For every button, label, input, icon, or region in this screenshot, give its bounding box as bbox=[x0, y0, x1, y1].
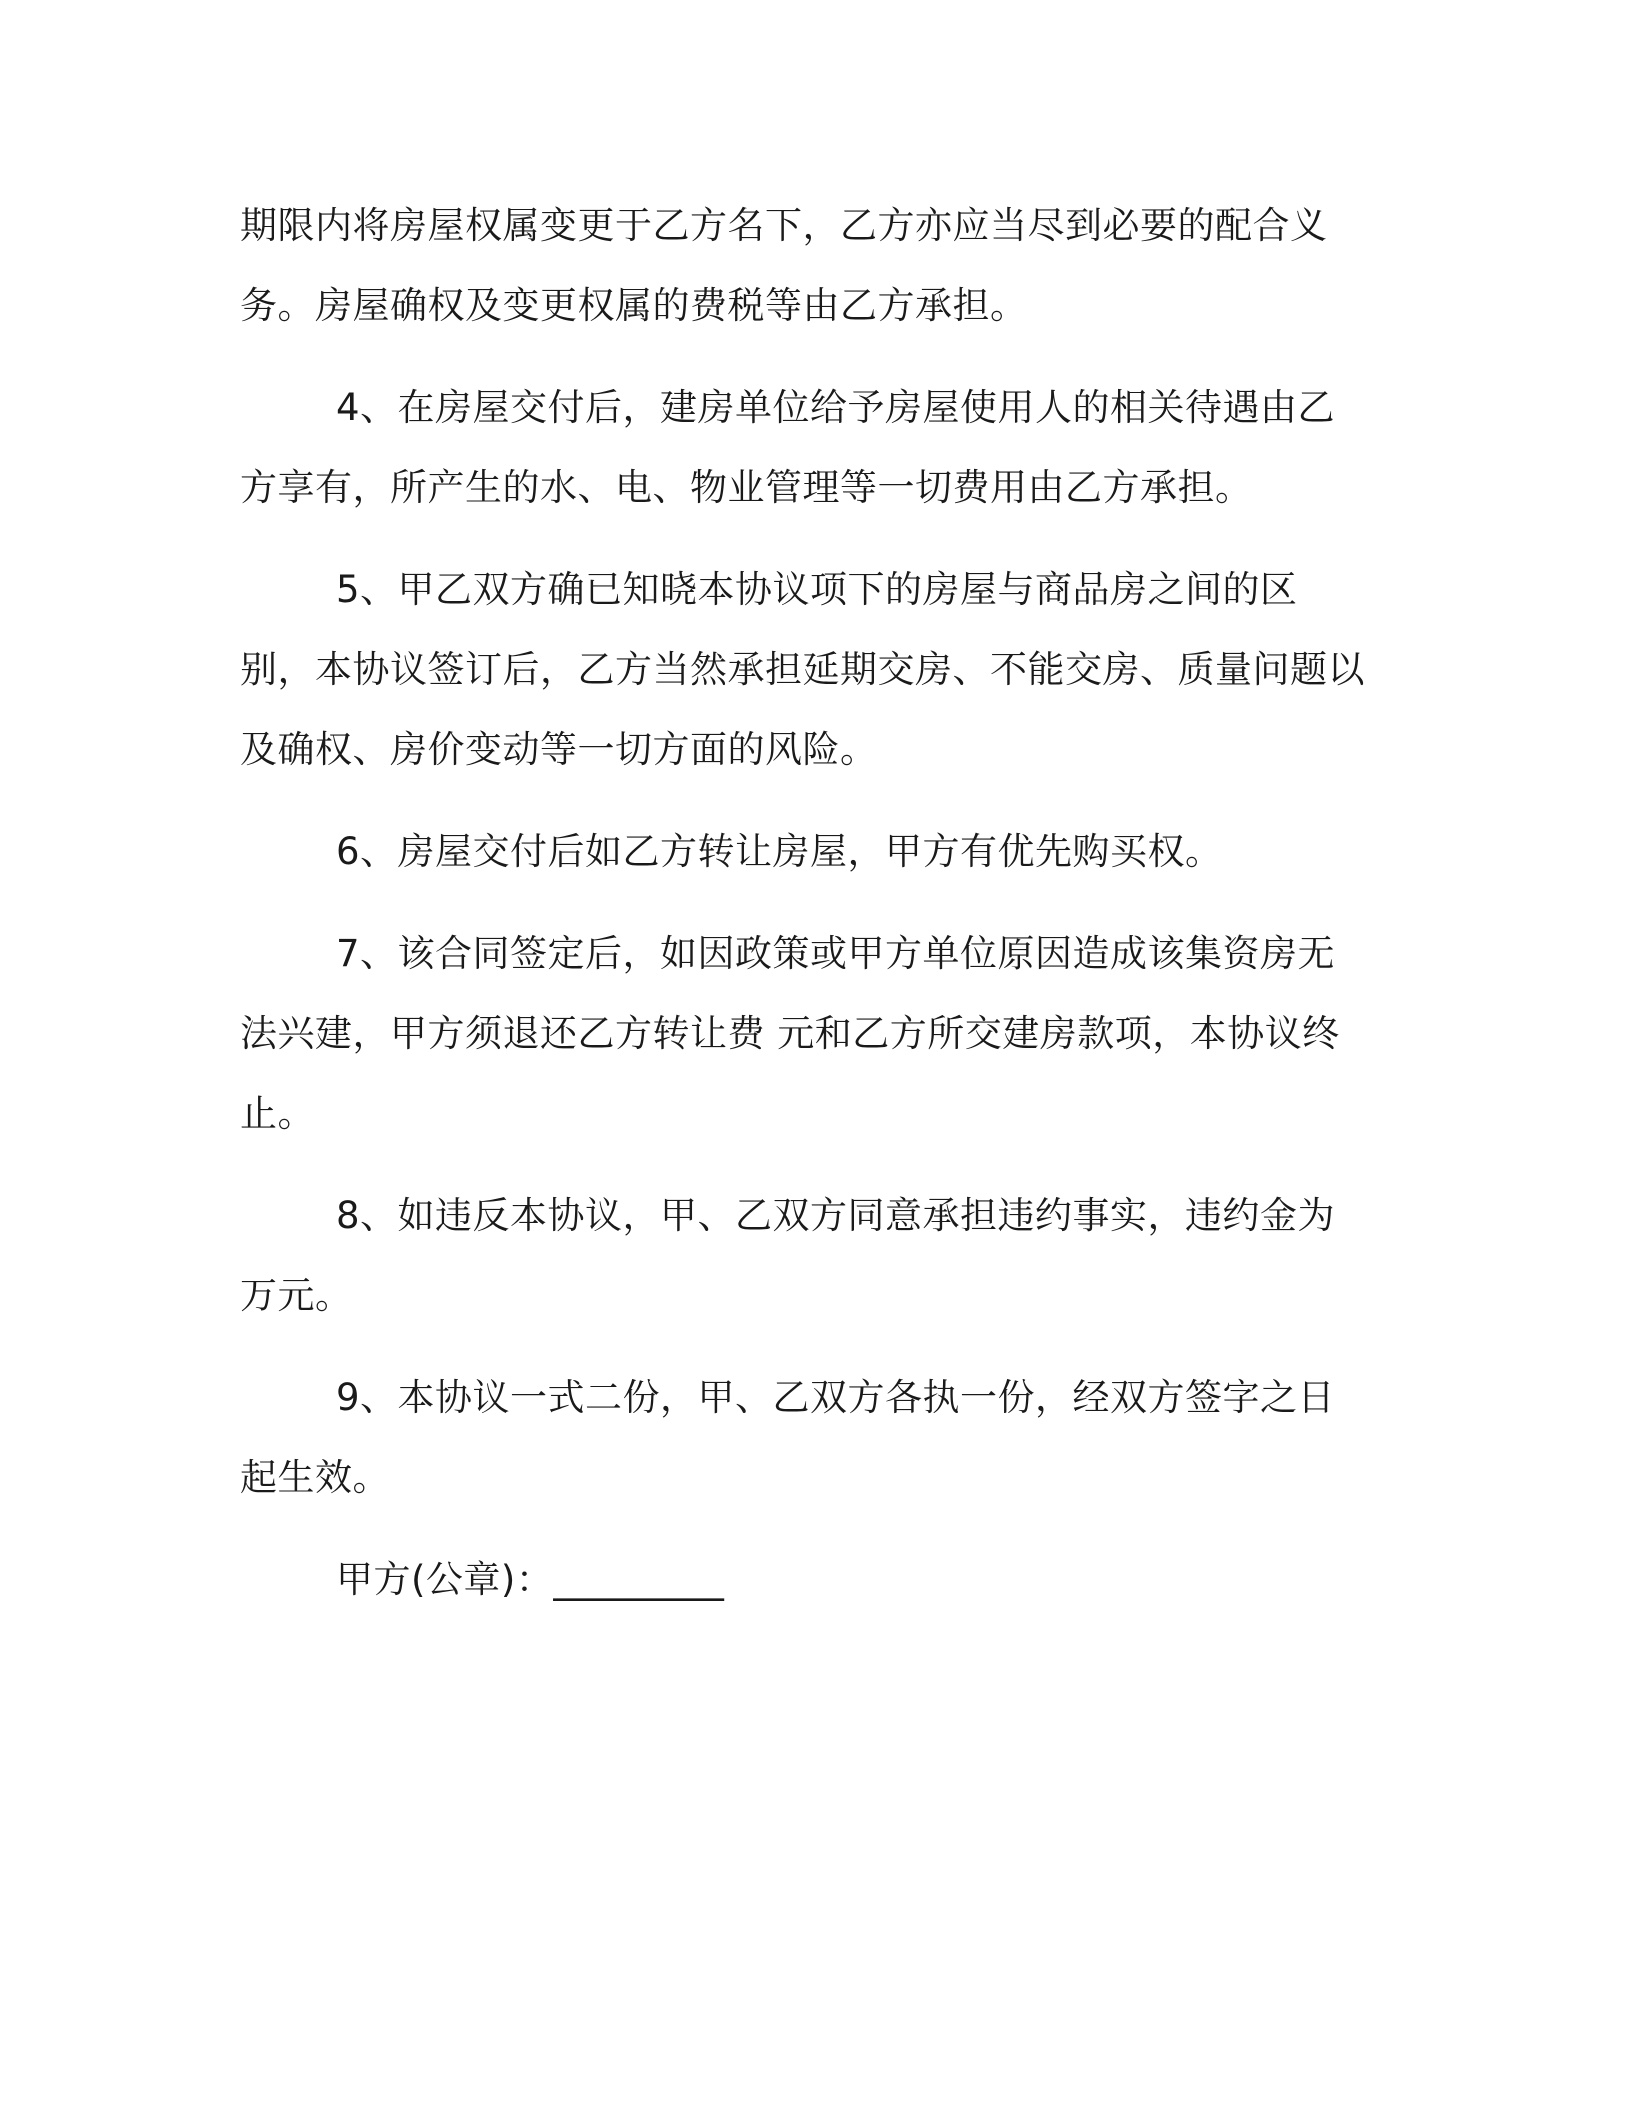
paragraph-continuation: 期限内将房屋权属变更于乙方名下，乙方亦应当尽到必要的配合义务。房屋确权及变更权属的费税等由乙方承担。 bbox=[240, 204, 1328, 327]
paragraph-clause-8: 8、如违反本协议，甲、乙双方同意承担违约事实，违约金为 万元。 bbox=[240, 1194, 1336, 1317]
signature-label: 甲方(公章)： bbox=[336, 1558, 554, 1601]
paragraph-clause-5: 5、甲乙双方确已知晓本协议项下的房屋与商品房之间的区别，本协议签订后，乙方当然承担延期交房、不能交房、质量问题以及确权、房价变动等一切方面的风险。 bbox=[240, 568, 1365, 771]
signature-line-party-a bbox=[240, 1540, 1370, 1620]
paragraph-clause-7: 7、该合同签定后，如因政策或甲方单位原因造成该集资房无法兴建，甲方须退还乙方转让费 元和乙方所交建房款项，本协议终止。 bbox=[240, 932, 1340, 1135]
paragraph-clause-9: 9、本协议一式二份，甲、乙双方各执一份，经双方签字之日起生效。 bbox=[240, 1376, 1336, 1499]
signature-blank: _________ bbox=[553, 1558, 725, 1601]
paragraph-clause-4: 4、在房屋交付后，建房单位给予房屋使用人的相关待遇由乙方享有，所产生的水、电、物业管理等一切费用由乙方承担。 bbox=[240, 386, 1336, 509]
paragraph-clause-6: 6、房屋交付后如乙方转让房屋，甲方有优先购买权。 bbox=[336, 830, 1223, 873]
document-body bbox=[240, 186, 1370, 1620]
